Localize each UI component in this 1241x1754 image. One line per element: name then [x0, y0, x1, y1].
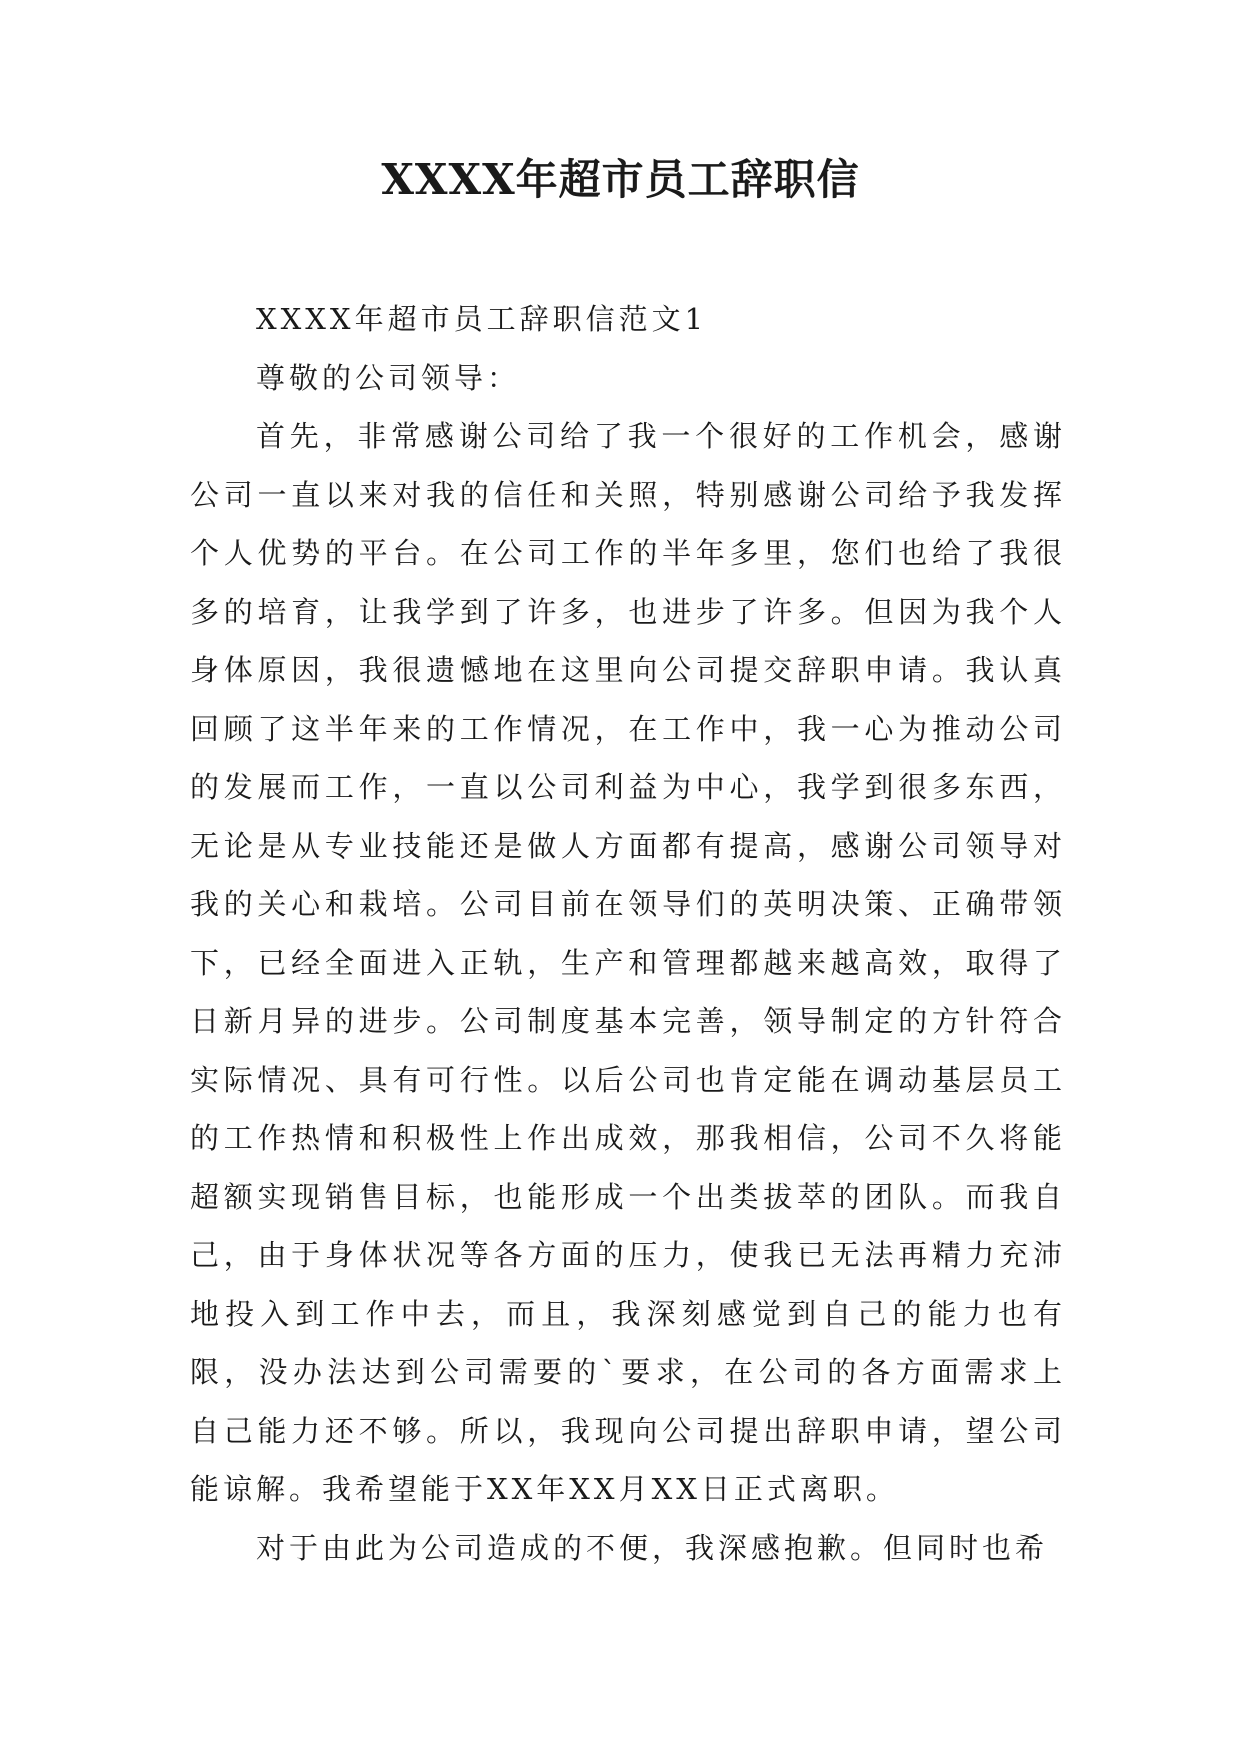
document-title: XXXX年超市员工辞职信: [381, 155, 860, 204]
body-paragraph-1: 首先，非常感谢公司给了我一个很好的工作机会，感谢公司一直以来对我的信任和关照，特别感谢公司给予我发挥个人优势的平台。在公司工作的半年多里，您们也给了我很多的培育，让我学到了许多，也进步了许多。但因为我个人身体原因，我很遗憾地在这里向公司提交辞职申请。我认真回顾了这半年来的工作情况，在工作中，我一心为推动公司的发展而工作，一直以公司利益为中心，我学到很多东西，无论是从专业技能还是做人方面都有提高，感谢公司领导对我的关心和栽培。公司目前在领导们的英明决策、正确带领下，已经全面进入正轨，生产和管理都越来越高效，取得了日新月异的进步。公司制度基本完善，领导制定的方针符合实际情况、具有可行性。以后公司也肯定能在调动基层员工的工作热情和积极性上作出成效，那我相信，公司不久将能超额实现销售目标，也能形成一个出类拔萃的团队。而我自己，由于身体状况等各方面的压力，使我已无法再精力充沛地投入到工作中去，而且，我深刻感觉到自己的能力也有限，没办法达到公司需要的`要求，在公司的各方面需求上自己能力还不够。所以，我现向公司提出辞职申请，望公司能谅解。我希望能于XX年XX月XX日正式离职。: [190, 419, 1066, 1506]
body-paragraph-2: 对于由此为公司造成的不便，我深感抱歉。但同时也希: [256, 1530, 1049, 1565]
document-subtitle: XXXX年超市员工辞职信范文1: [256, 302, 708, 336]
salutation: 尊敬的公司领导：: [256, 360, 521, 395]
document-body: [190, 290, 1066, 1577]
